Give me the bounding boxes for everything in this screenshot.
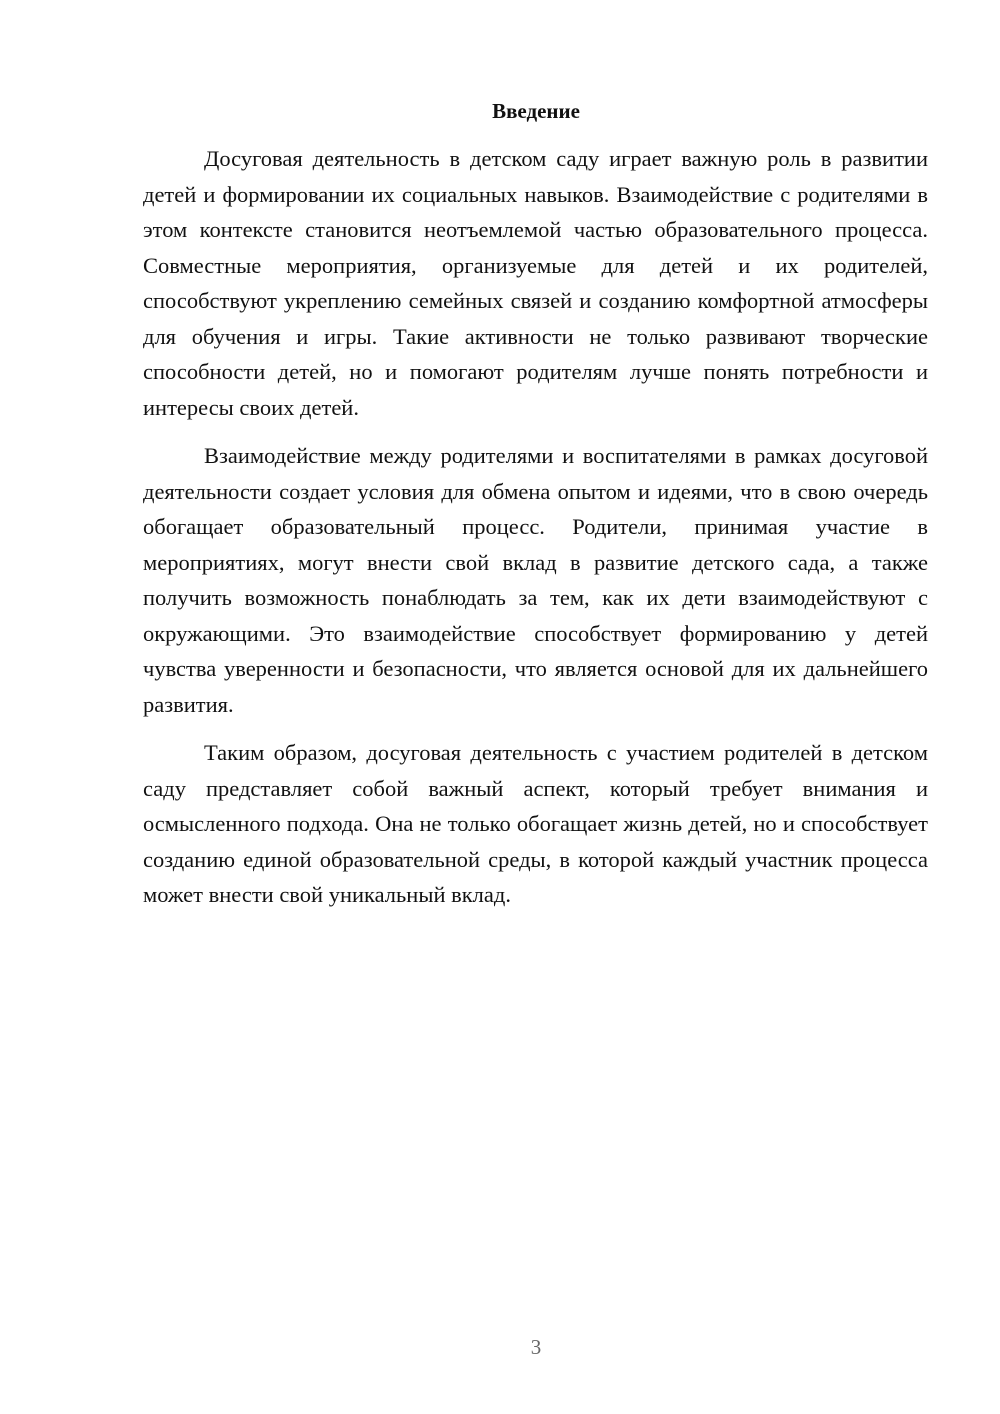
paragraph-1: Досуговая деятельность в детском саду играет важную роль в развитии детей и формировании их социальных навыков. Взаимодействие с родителями в этом контексте становится неотъемлемой частью образовательного процесса. Совместные мероприятия, организуемые для детей и их родителей, способствуют укреплению семейных связей и созданию комфортной атмосферы для обучения и игры. Такие активности не только развивают творческие способности детей, но и помогают родителям лучше понять потребности и интересы своих детей. [143, 146, 928, 420]
section-heading: Введение [492, 99, 580, 123]
paragraph-2: Взаимодействие между родителями и воспитателями в рамках досуговой деятельности создает условия для обмена опытом и идеями, что в свою очередь обогащает образовательный процесс. Родители, принимая участие в мероприятиях, могут внести свой вклад в развитие детского сада, а также получить возможность понаблюдать за тем, как их дети взаимодействуют с окружающими. Это взаимодействие способствует формированию у детей чувства уверенности и безопасности, что является основой для их дальнейшего развития. [143, 443, 928, 717]
page-number: 3 [530, 1335, 542, 1359]
body-text [143, 141, 928, 926]
paragraph-3: Таким образом, досуговая деятельность с участием родителей в детском саду представляет собой важный аспект, который требует внимания и осмысленного подхода. Она не только обогащает жизнь детей, но и способствует созданию единой образовательной среды, в которой каждый участник процесса может внести свой уникальный вклад. [143, 740, 928, 907]
